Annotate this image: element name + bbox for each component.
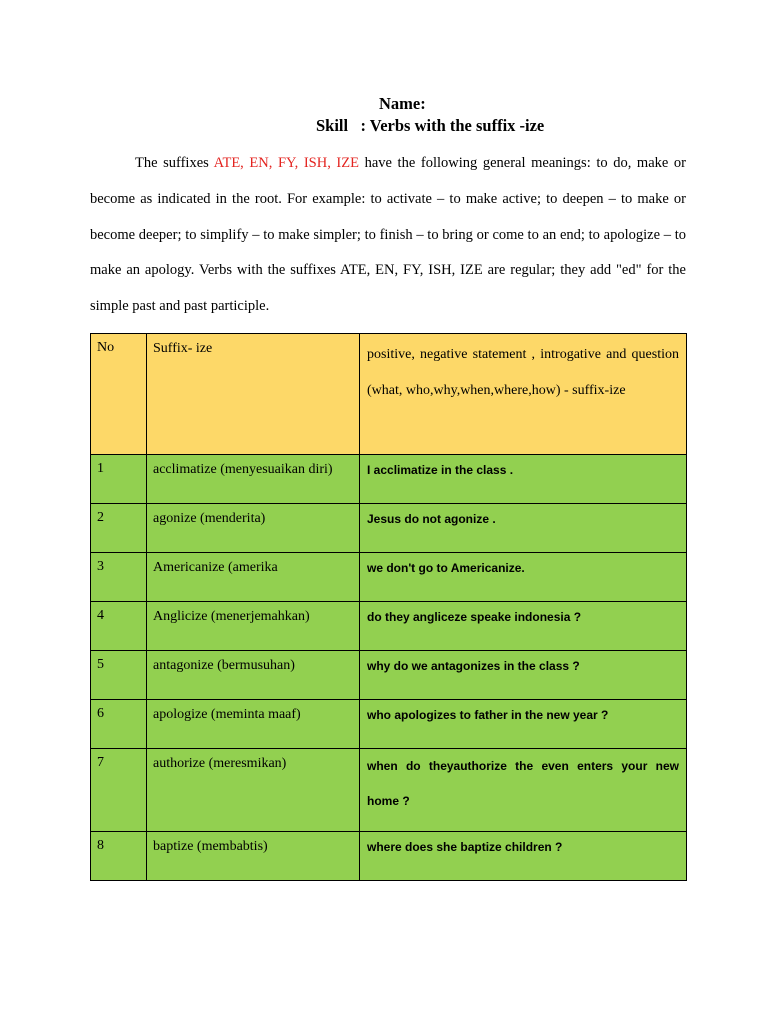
- row-example: do they angliceze speake indonesia ?: [367, 610, 582, 624]
- row-example: when do theyauthorize the even enters your new home ?: [367, 759, 679, 808]
- intro-body: have the following general meanings: to do, make or become as indicated in the root. For example: to activate – to make active; to deepen – to make or become deeper; to simplify – to make simpler; to finish – to bring or come to an end; to apologize – to make an apology. Verbs with the suffixes ATE, EN, FY, ISH, IZE are regular; they add "ed" for the simple past and past participle.: [90, 155, 687, 315]
- name-label: Name:: [379, 94, 426, 113]
- table-row: [91, 504, 687, 553]
- suffix-table: [90, 333, 687, 881]
- row-number: 6: [97, 706, 104, 721]
- table-row: [91, 455, 687, 504]
- row-example: we don't go to Americanize.: [367, 561, 525, 575]
- table-row: [91, 651, 687, 700]
- row-word: Anglicize (menerjemahkan): [153, 609, 310, 624]
- row-word: baptize (membabtis): [153, 839, 268, 854]
- table-row: [91, 700, 687, 749]
- row-number: 5: [97, 657, 104, 672]
- row-number: 2: [97, 510, 104, 525]
- row-word: Americanize (amerika: [153, 560, 278, 575]
- row-number: 1: [97, 461, 104, 476]
- row-example: where does she baptize children ?: [367, 840, 563, 854]
- row-example: I acclimatize in the class .: [367, 463, 514, 477]
- row-word: agonize (menderita): [153, 511, 266, 526]
- skill-title: Skill : Verbs with the suffix -ize: [316, 116, 545, 135]
- header-no: [91, 334, 147, 455]
- table-header-row: [91, 334, 687, 455]
- header-example: [360, 334, 687, 455]
- table-row: [91, 602, 687, 651]
- row-word: apologize (meminta maaf): [153, 707, 301, 722]
- row-word: antagonize (bermusuhan): [153, 658, 295, 673]
- row-example: who apologizes to father in the new year ?: [367, 708, 609, 722]
- header-no-label: No: [97, 340, 115, 355]
- intro-suffixes: ATE, EN, FY, ISH, IZE: [213, 155, 359, 171]
- intro-lead: The suffixes: [135, 155, 214, 171]
- intro-paragraph: [90, 146, 686, 325]
- row-word: acclimatize (menyesuaikan diri): [153, 462, 333, 477]
- table-row: [91, 832, 687, 881]
- row-number: 4: [97, 608, 104, 623]
- table-row: [91, 749, 687, 832]
- header-example-label: positive, negative statement , introgative and question (what, who,why,when,where,how) - suffix-ize: [367, 347, 679, 398]
- row-number: 3: [97, 559, 104, 574]
- header-suffix-label: Suffix- ize: [153, 341, 213, 356]
- row-number: 8: [97, 838, 104, 853]
- row-example: Jesus do not agonize .: [367, 512, 496, 526]
- row-number: 7: [97, 755, 104, 770]
- row-word: authorize (meresmikan): [153, 756, 287, 771]
- row-example: why do we antagonizes in the class ?: [367, 659, 580, 673]
- header-suffix: [147, 334, 360, 455]
- table-row: [91, 553, 687, 602]
